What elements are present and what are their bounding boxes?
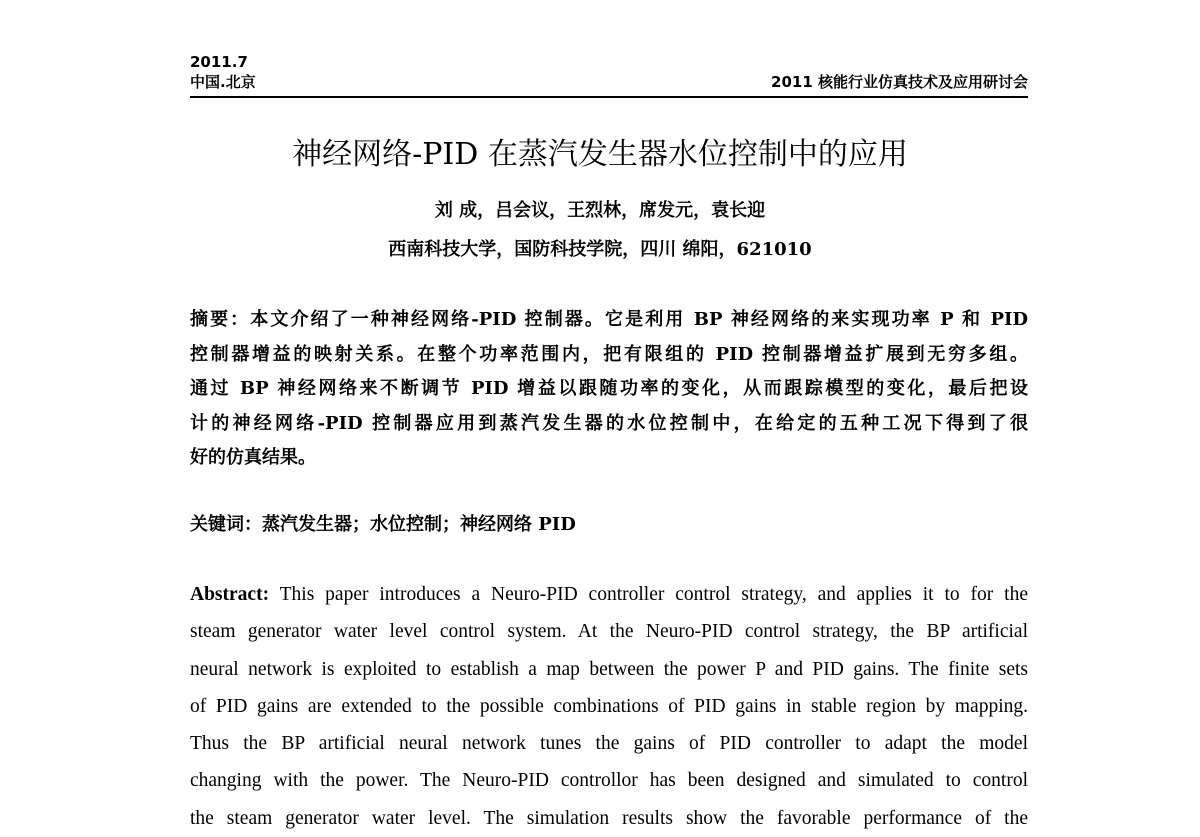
cn-keywords-text: 蒸汽发生器；水位控制；神经网络 PID: [262, 514, 576, 535]
en-abstract: [190, 576, 1028, 837]
cn-abstract-line: 计的神经网络-PID 控制器应用到蒸汽发生器的水位控制中，在给定的五种工况下得到了很: [190, 412, 1028, 434]
en-abstract-line: Thus the BP artificial neural network tunes the gains of PID controller to adapt the model: [190, 733, 1028, 755]
en-abstract-line: steam generator water level control system. At the Neuro-PID control strategy, the BP artificial: [190, 621, 1028, 643]
en-abstract-line: of PID gains are extended to the possible combinations of PID gains in stable region by mapping.: [190, 695, 1028, 717]
cn-abstract-line: 通过 BP 神经网络来不断调节 PID 增益以跟随功率的变化，从而跟踪模型的变化，最后把设: [190, 378, 1028, 399]
en-abstract-label: Abstract:: [190, 584, 270, 605]
en-abstract-line: Abstract: This paper introduces a Neuro-PID controller control strategy, and applies it to for the: [190, 584, 1028, 605]
header-date: 2011.7: [190, 53, 248, 71]
cn-abstract-line: 摘要：本文介绍了一种神经网络-PID 控制器。它是利用 BP 神经网络的来实现功率 P 和 PID: [190, 309, 1029, 330]
cn-abstract-label: 摘要：: [190, 309, 251, 330]
header-location: 中国.北京: [190, 73, 256, 91]
paper-authors: 刘 成，吕会议，王烈林，席发元，袁长迎: [434, 200, 766, 221]
en-abstract-line: the steam generator water level. The simulation results show the favorable performance of the: [190, 807, 1028, 829]
paper-affiliation: 西南科技大学，国防科技学院，四川 绵阳，621010: [388, 239, 812, 260]
cn-keywords: [190, 510, 1028, 540]
header-rule: [190, 96, 1028, 98]
cn-abstract-line: 好的仿真结果。: [190, 447, 316, 468]
header-conference: 2011 核能行业仿真技术及应用研讨会: [771, 73, 1028, 91]
cn-abstract: [190, 303, 1028, 476]
cn-keywords-label: 关键词：: [190, 514, 262, 535]
cn-abstract-line: 控制器增益的映射关系。在整个功率范围内，把有限组的 PID 控制器增益扩展到无穷多组。: [190, 343, 1028, 365]
en-abstract-line: changing with the power. The Neuro-PID controllor has been designed and simulated to control: [190, 770, 1028, 792]
header-left: [190, 52, 256, 92]
en-abstract-line: neural network is exploited to establish a map between the power P and PID gains. The finite sets: [190, 658, 1028, 680]
paper-title: 神经网络-PID 在蒸汽发生器水位控制中的应用: [292, 137, 908, 172]
